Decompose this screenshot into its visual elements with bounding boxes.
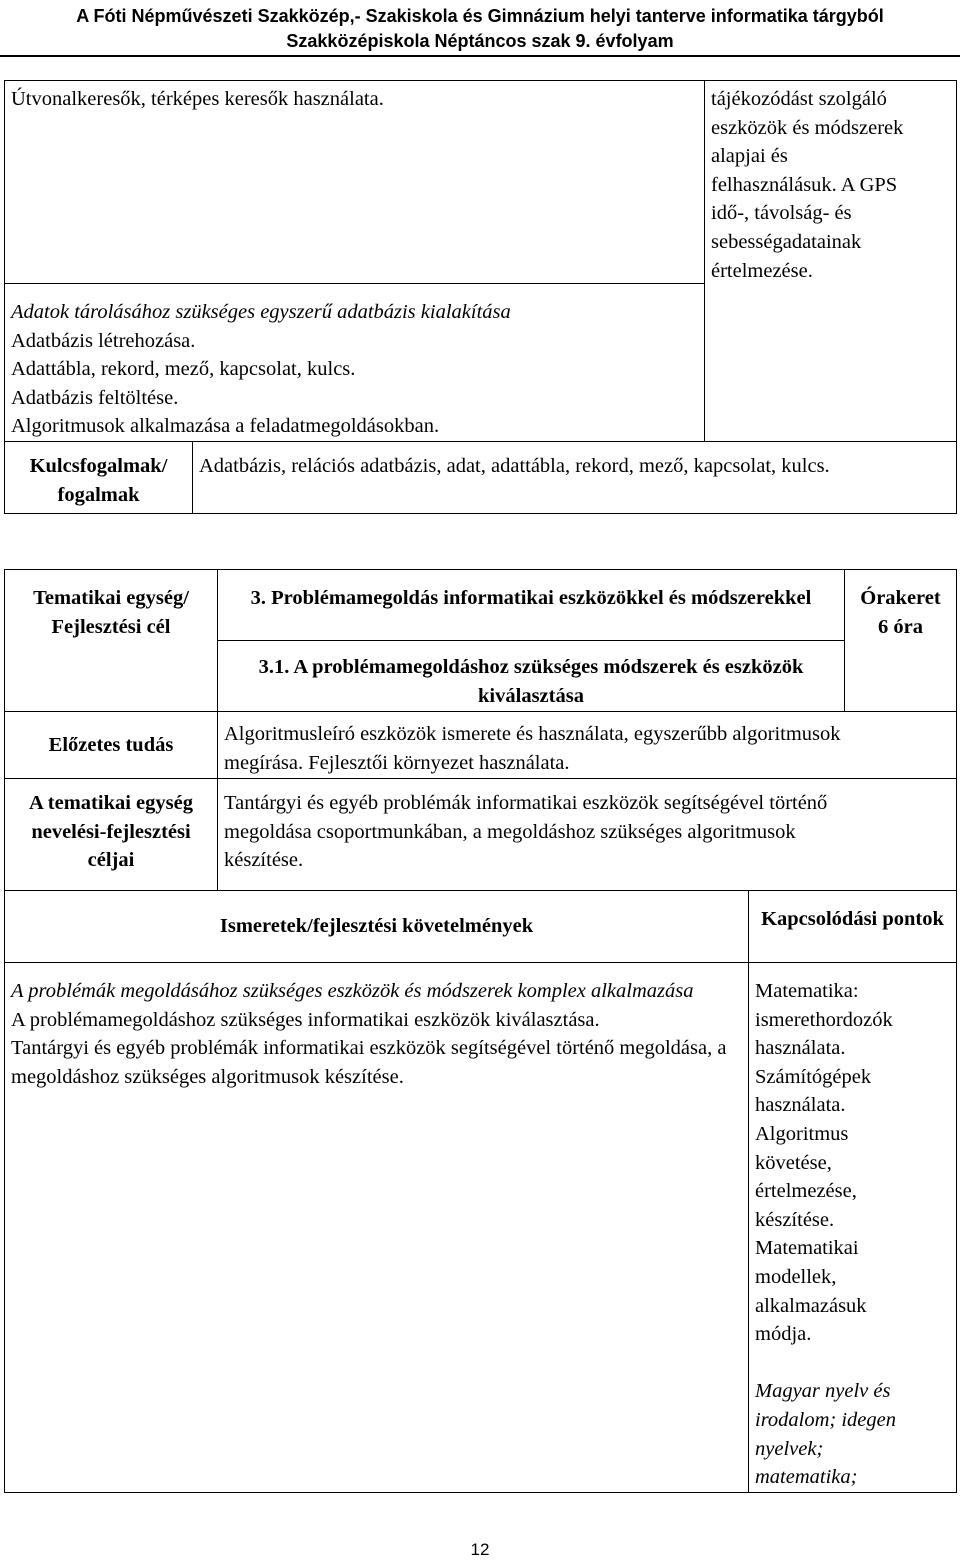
prior-knowledge-text: Algoritmusleíró eszközök ismerete és használata, egyszerűbb algoritmusok megírása. Fejlesztői környezet használata.: [224, 723, 841, 774]
links-line: készítése.: [755, 1208, 835, 1231]
database-line: Adatbázis létrehozása.: [11, 329, 196, 352]
links-line: követése,: [755, 1151, 832, 1174]
subtopic-title: 3.1. A problémamegoldáshoz szükséges módszerek és eszközök kiválasztása: [258, 656, 804, 707]
links-line: alkalmazásuk: [755, 1294, 867, 1317]
requirement-line: Tantárgyi és egyéb problémák informatikai eszközök segítségével történő megoldása, a megoldáshoz szükséges algoritmusok készítése.: [11, 1037, 727, 1088]
links-subject: Matematika: [755, 980, 853, 1002]
requirements-cell: [5, 963, 749, 1493]
page-number: 12: [470, 1540, 490, 1559]
database-line: Adattábla, rekord, mező, kapcsolat, kulcs.: [11, 358, 356, 381]
links-line: modellek,: [755, 1265, 837, 1288]
goals-text: Tantárgyi és egyéb problémák informatikai eszközök segítségével történő megoldása csoportmunkában, a megoldáshoz szükséges algoritmusok készítése.: [224, 792, 828, 872]
requirement-line: A problémamegoldáshoz szükséges informatikai eszközök kiválasztása.: [11, 1008, 600, 1031]
nav-line: alapjai és: [711, 145, 788, 168]
links-italic-line: nyelvek;: [755, 1437, 824, 1460]
links-line: ismerethordozók: [755, 1008, 893, 1031]
content-table-1: [4, 80, 957, 514]
requirements-title: A problémák megoldásához szükséges eszközök és módszerek komplex alkalmazása: [11, 980, 694, 1002]
nav-line: eszközök és módszerek: [711, 116, 904, 139]
route-finding-text: Útvonalkeresők, térképes keresők használata.: [11, 88, 384, 110]
links-cell: Matematika: ismerethordozók használata. Számítógépek használata. Algoritmus követése, értelmezése, készítése. Matematikai modellek, alkalmazásuk módja. Magyar nyelv és irodalom; idegen nyelvek; matematika;: [749, 963, 957, 1493]
goals-cell: [218, 779, 957, 891]
key-concepts-text: Adatbázis, relációs adatbázis, adat, adattábla, rekord, mező, kapcsolat, kulcs.: [199, 455, 830, 477]
prior-knowledge-label-cell: [5, 712, 218, 779]
links-line: értelmezése,: [755, 1180, 857, 1203]
prior-knowledge-label: Előzetes tudás: [48, 733, 174, 756]
database-line: Adatbázis feltöltése.: [11, 386, 179, 409]
requirements-header: Ismeretek/fejlesztési követelmények: [219, 915, 534, 938]
navigation-tools-cell: [705, 81, 957, 442]
links-line: használata.: [755, 1094, 846, 1117]
route-finding-cell: [5, 81, 705, 284]
theme-label-cell: [5, 570, 218, 712]
hours-cell: [845, 570, 957, 712]
hours-value: 6 óra: [878, 615, 923, 638]
requirements-header-cell: [5, 891, 749, 963]
key-concepts-cell: [193, 442, 957, 514]
theme-title-cell: [218, 570, 845, 641]
content-table-3: [4, 890, 957, 1493]
nav-line: felhasználásuk. A GPS: [711, 173, 898, 196]
theme-title: 3. Problémamegoldás informatikai eszközökkel és módszerekkel: [250, 587, 812, 609]
document-header-line1: A Fóti Népművészeti Szakközép,- Szakiskola és Gimnázium helyi tanterve informatika tárgyból: [76, 6, 884, 26]
goals-label-cell: [5, 779, 218, 891]
hours-label: Órakeret: [860, 587, 941, 609]
key-concepts-label: fogalmak: [57, 483, 140, 506]
goals-label: A tematikai egység nevelési-fejlesztési céljai: [29, 792, 193, 872]
subtopic-cell: [218, 641, 845, 712]
links-line: módja.: [755, 1323, 812, 1346]
nav-line: sebességadatainak: [711, 230, 862, 253]
prior-knowledge-cell: [218, 712, 957, 779]
document-header-line2: Szakközépiskola Néptáncos szak 9. évfolyam: [286, 31, 674, 51]
theme-label: Tematikai egység/: [33, 587, 189, 609]
links-italic-line: Magyar nyelv és: [755, 1380, 891, 1403]
database-cell: [5, 284, 705, 442]
key-concepts-label: Kulcsfogalmak/: [29, 455, 168, 477]
content-table-2: [4, 569, 957, 891]
links-line: Számítógépek: [755, 1065, 872, 1088]
nav-line: tájékozódást szolgáló: [711, 88, 887, 110]
theme-label: Fejlesztési cél: [51, 615, 171, 638]
links-italic-line: irodalom; idegen: [755, 1408, 897, 1431]
links-header: Kapcsolódási pontok: [761, 908, 944, 930]
key-concepts-label-cell: [5, 442, 193, 514]
database-line: Algoritmusok alkalmazása a feladatmegoldásokban.: [11, 415, 440, 438]
links-header-cell: [749, 891, 957, 963]
links-line: Matematikai: [755, 1237, 859, 1260]
links-line: használata.: [755, 1037, 846, 1060]
links-line: Algoritmus: [755, 1122, 849, 1145]
links-italic-line: matematika;: [755, 1466, 858, 1489]
nav-line: értelmezése.: [711, 259, 813, 282]
nav-line: idő-, távolság- és: [711, 202, 852, 225]
database-section-title: Adatok tárolásához szükséges egyszerű adatbázis kialakítása: [11, 301, 511, 323]
header-divider: [0, 55, 960, 57]
